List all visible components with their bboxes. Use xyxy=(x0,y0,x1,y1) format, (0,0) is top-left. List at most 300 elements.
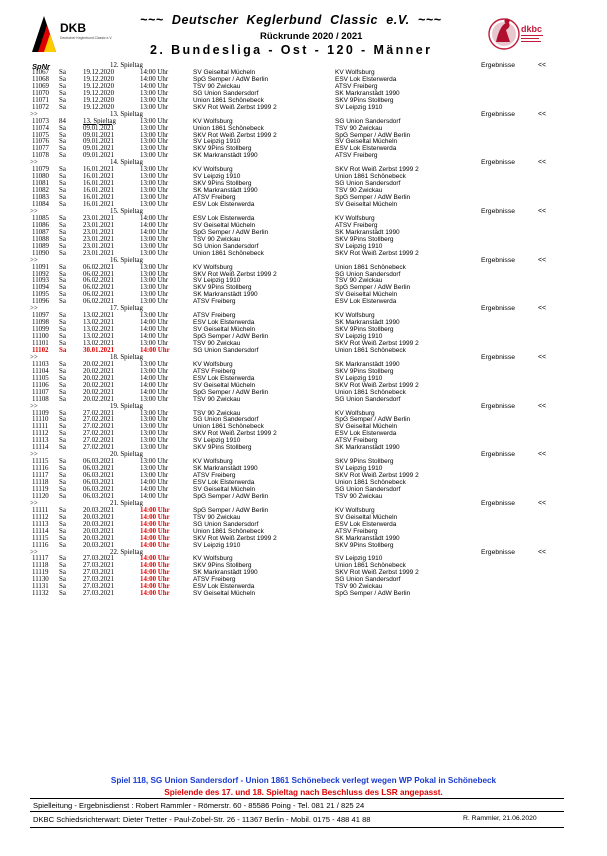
away-team: ATSV Freiberg xyxy=(335,221,378,229)
away-team: SpG Semper / AdW Berlin xyxy=(335,416,411,424)
game-time: 13:00 Uhr xyxy=(140,395,169,403)
home-team: SK Markranstädt 1990 xyxy=(193,569,258,577)
game-time: 13:00 Uhr xyxy=(140,166,169,174)
game-day: Sa xyxy=(59,534,66,542)
game-time: 13:00 Uhr xyxy=(140,437,169,445)
table-row xyxy=(30,479,590,486)
home-team: SpG Semper / AdW Berlin xyxy=(193,228,269,236)
game-date: 06.02.2021 xyxy=(83,277,115,285)
away-team: SKV Rot Weiß Zerbst 1999 2 xyxy=(335,569,419,577)
game-time: 13:00 Uhr xyxy=(140,201,169,208)
game-time: 14:00 Uhr xyxy=(140,569,170,577)
game-number: 11102 xyxy=(32,346,49,354)
game-number: 11075 xyxy=(32,131,49,139)
table-row xyxy=(30,298,590,305)
round-header xyxy=(30,549,590,556)
table-row xyxy=(30,333,590,340)
table-row xyxy=(30,521,590,528)
game-time: 14:00 Uhr xyxy=(140,381,169,389)
away-team: SK Markranstädt 1990 xyxy=(335,228,400,236)
table-row xyxy=(30,201,590,208)
table-row xyxy=(30,187,590,194)
home-team: TSV 90 Zwickau xyxy=(193,82,241,90)
game-number: 11090 xyxy=(32,249,49,257)
table-row xyxy=(30,458,590,465)
game-number: 11118 xyxy=(32,479,49,486)
round-header xyxy=(30,111,590,118)
game-time: 13:00 Uhr xyxy=(140,145,169,153)
game-day: Sa xyxy=(59,166,66,174)
game-day: Sa xyxy=(59,367,66,375)
away-team: TSV 90 Zwickau xyxy=(335,187,383,195)
game-day: Sa xyxy=(59,82,66,90)
game-number: 11117 xyxy=(32,472,49,480)
table-row xyxy=(30,361,590,368)
game-day: Sa xyxy=(59,173,66,181)
home-team: ATSV Freiberg xyxy=(193,312,236,320)
game-day: Sa xyxy=(59,590,66,598)
game-number: 11076 xyxy=(32,138,49,146)
home-team: SV Geiseltal Mücheln xyxy=(193,381,256,389)
game-time: 13:00 Uhr xyxy=(140,409,169,417)
round-label: 21. Spieltag xyxy=(110,499,143,507)
game-date: 09.01.2021 xyxy=(83,145,115,153)
game-day: Sa xyxy=(59,180,66,188)
table-row xyxy=(30,312,590,319)
home-team: KV Wolfsburg xyxy=(193,263,233,271)
table-row xyxy=(30,319,590,326)
divider-line xyxy=(30,827,564,828)
game-date: 27.02.2021 xyxy=(83,409,115,417)
game-number: 11080 xyxy=(32,173,49,181)
back-link[interactable]: << xyxy=(538,353,547,361)
home-team: KV Wolfsburg xyxy=(193,555,233,563)
away-team: SV Leipzig 1910 xyxy=(335,242,383,250)
home-team: SpG Semper / AdW Berlin xyxy=(193,492,269,500)
round-header xyxy=(30,451,590,458)
home-team: ATSV Freiberg xyxy=(193,576,236,584)
away-team: SK Markranstädt 1990 xyxy=(335,444,400,452)
back-link[interactable]: << xyxy=(538,451,547,459)
game-number: 11093 xyxy=(32,277,49,285)
round-label: 17. Spieltag xyxy=(110,305,143,313)
game-number: 11101 xyxy=(32,340,49,347)
game-time: 14:00 Uhr xyxy=(140,333,169,341)
table-row xyxy=(30,145,590,152)
game-time: 14:00 Uhr xyxy=(140,326,169,334)
game-date: 06.03.2021 xyxy=(83,465,115,473)
home-team: SKV Rot Weiß Zerbst 1999 2 xyxy=(193,270,277,278)
game-day: Sa xyxy=(59,381,66,389)
home-team: SV Geiseltal Mücheln xyxy=(193,326,256,334)
game-number: 11110 xyxy=(32,416,49,424)
game-number: 11111 xyxy=(32,423,49,431)
game-date: 27.03.2021 xyxy=(83,576,115,584)
table-row xyxy=(30,132,590,139)
game-number: 11131 xyxy=(32,583,49,591)
game-time: 13:00 Uhr xyxy=(140,242,169,250)
game-time: 13:00 Uhr xyxy=(140,298,169,306)
table-row xyxy=(30,264,590,271)
away-team: KV Wolfsburg xyxy=(335,506,375,514)
table-row xyxy=(30,152,590,159)
game-day: Sa xyxy=(59,235,66,243)
game-date: 13.02.2021 xyxy=(83,319,115,327)
home-team: SKV Rot Weiß Zerbst 1999 2 xyxy=(193,131,277,139)
away-team: SV Geiseltal Mücheln xyxy=(335,513,398,521)
away-team: SV Geiseltal Mücheln xyxy=(335,423,398,431)
game-time: 13:00 Uhr xyxy=(140,458,169,466)
back-link[interactable]: << xyxy=(538,499,547,507)
away-team: SG Union Sandersdorf xyxy=(335,485,401,493)
game-number: 11071 xyxy=(32,96,49,104)
game-time: 14:00 Uhr xyxy=(140,590,170,598)
game-time: 14:00 Uhr xyxy=(140,75,169,83)
table-row xyxy=(30,535,590,542)
round-jump-link[interactable]: >> xyxy=(30,402,38,410)
table-row xyxy=(30,389,590,396)
away-team: SG Union Sandersdorf xyxy=(335,180,401,188)
back-link[interactable]: << xyxy=(538,305,547,313)
game-day: Sa xyxy=(59,319,66,327)
game-time: 13:00 Uhr xyxy=(140,180,169,188)
results-link[interactable]: Ergebnisse xyxy=(481,256,516,264)
game-number: 11119 xyxy=(32,485,49,493)
round-jump-link[interactable]: >> xyxy=(30,548,38,556)
home-team: SKV Rot Weiß Zerbst 1999 2 xyxy=(193,103,277,111)
home-team: ATSV Freiberg xyxy=(193,194,236,202)
table-row xyxy=(30,229,590,236)
game-day: Sa xyxy=(59,465,66,473)
game-day: Sa xyxy=(59,409,66,417)
round-jump-link[interactable]: >> xyxy=(30,499,38,507)
game-date: 19.12.2020 xyxy=(83,103,115,111)
away-team: ATSV Freiberg xyxy=(335,527,378,535)
game-number: 11095 xyxy=(32,291,49,299)
table-row xyxy=(30,583,590,590)
game-date: 13.02.2021 xyxy=(83,340,115,347)
game-day: Sa xyxy=(59,527,66,535)
round-jump-link[interactable]: >> xyxy=(30,159,38,167)
game-day: Sa xyxy=(59,423,66,431)
table-row xyxy=(30,194,590,201)
game-day: Sa xyxy=(59,430,66,438)
round-jump-link[interactable]: >> xyxy=(30,353,38,361)
away-team: Union 1861 Schönebeck xyxy=(335,562,406,570)
game-date: 20.03.2021 xyxy=(83,506,115,514)
results-link[interactable]: Ergebnisse xyxy=(481,451,516,459)
round-jump-link[interactable]: >> xyxy=(30,110,38,118)
game-date: 19.12.2020 xyxy=(83,68,115,76)
round-jump-link[interactable]: >> xyxy=(30,256,38,264)
game-number: 11112 xyxy=(32,513,49,521)
game-date: 13.02.2021 xyxy=(83,312,115,320)
table-row xyxy=(30,555,590,562)
home-team: SKV Rot Weiß Zerbst 1999 2 xyxy=(193,534,277,542)
round-jump-link[interactable]: >> xyxy=(30,451,38,459)
round-jump-link[interactable]: >> xyxy=(30,305,38,313)
table-row xyxy=(30,340,590,347)
game-number: 11069 xyxy=(32,82,49,90)
home-team: SG Union Sandersdorf xyxy=(193,89,259,97)
game-number: 11114 xyxy=(32,527,49,535)
table-row xyxy=(30,472,590,479)
results-link[interactable]: Ergebnisse xyxy=(481,159,516,167)
home-team: SV Leipzig 1910 xyxy=(193,138,241,146)
game-time: 14:00 Uhr xyxy=(140,506,170,514)
game-number: 11097 xyxy=(32,312,49,320)
home-team: TSV 90 Zwickau xyxy=(193,409,241,417)
round-jump-link[interactable]: >> xyxy=(30,207,38,215)
game-number: 11109 xyxy=(32,409,49,417)
away-team: SpG Semper / AdW Berlin xyxy=(335,131,411,139)
game-date: 19.12.2020 xyxy=(83,75,115,83)
game-number: 11067 xyxy=(32,68,49,76)
game-date: 19.12.2020 xyxy=(83,96,115,104)
game-time: 13:00 Uhr xyxy=(140,138,169,146)
away-team: SV Leipzig 1910 xyxy=(335,333,383,341)
game-time: 13:00 Uhr xyxy=(140,152,169,160)
game-time: 14:00 Uhr xyxy=(140,534,170,542)
round-header xyxy=(30,62,590,69)
game-number: 11084 xyxy=(32,201,49,208)
away-team: Union 1861 Schönebeck xyxy=(335,263,406,271)
round-header xyxy=(30,208,590,215)
away-team: SKV 9Pins Stollberg xyxy=(335,458,394,466)
game-time: 14:00 Uhr xyxy=(140,319,169,327)
game-number: 11087 xyxy=(32,228,49,236)
away-team: SK Markranstädt 1990 xyxy=(335,360,400,368)
table-row xyxy=(30,284,590,291)
game-day: Sa xyxy=(59,312,66,320)
results-link[interactable]: Ergebnisse xyxy=(481,110,516,118)
game-number: 11120 xyxy=(32,492,49,500)
game-day: Sa xyxy=(59,187,66,195)
game-number: 11072 xyxy=(32,103,49,111)
game-day: Sa xyxy=(59,326,66,334)
game-number: 11078 xyxy=(32,152,49,160)
home-team: ESV Lok Elsterwerda xyxy=(193,201,255,208)
round-label: 16. Spieltag xyxy=(110,256,143,264)
game-number: 11099 xyxy=(32,326,49,334)
game-date: 27.02.2021 xyxy=(83,437,115,445)
game-day: Sa xyxy=(59,569,66,577)
away-team: SK Markranstädt 1990 xyxy=(335,534,400,542)
away-team: TSV 90 Zwickau xyxy=(335,277,383,285)
game-time: 13:00 Uhr xyxy=(140,423,169,431)
home-team: SKV 9Pins Stollberg xyxy=(193,180,252,188)
back-link[interactable]: << xyxy=(538,207,547,215)
game-date: 20.02.2021 xyxy=(83,374,115,382)
home-team: ATSV Freiberg xyxy=(193,472,236,480)
table-row xyxy=(30,104,590,111)
game-time: 14:00 Uhr xyxy=(140,221,169,229)
away-team: SG Union Sandersdorf xyxy=(335,117,401,125)
game-day: Sa xyxy=(59,437,66,445)
home-team: ESV Lok Elsterwerda xyxy=(193,319,255,327)
away-team: ESV Lok Elsterwerda xyxy=(335,430,397,438)
game-date: 20.03.2021 xyxy=(83,534,115,542)
home-team: KV Wolfsburg xyxy=(193,166,233,174)
game-time: 14:00 Uhr xyxy=(140,214,169,222)
game-date: 23.01.2021 xyxy=(83,221,115,229)
round-header xyxy=(30,354,590,361)
game-number: 11108 xyxy=(32,395,49,403)
game-time: 14:00 Uhr xyxy=(140,228,169,236)
home-team: SpG Semper / AdW Berlin xyxy=(193,388,269,396)
game-time: 13:00 Uhr xyxy=(140,103,169,111)
results-link[interactable]: Ergebnisse xyxy=(481,62,516,69)
home-team: TSV 90 Zwickau xyxy=(193,395,241,403)
back-link[interactable]: << xyxy=(538,62,547,69)
game-day: Sa xyxy=(59,541,66,549)
game-date: 09.01.2021 xyxy=(83,124,115,132)
results-link[interactable]: Ergebnisse xyxy=(481,305,516,313)
home-team: TSV 90 Zwickau xyxy=(193,513,241,521)
away-team: SKV 9Pins Stollberg xyxy=(335,326,394,334)
home-team: SG Union Sandersdorf xyxy=(193,520,259,528)
divider-line xyxy=(30,811,564,812)
game-number: 11119 xyxy=(32,569,49,577)
away-team: TSV 90 Zwickau xyxy=(335,583,383,591)
table-row xyxy=(30,243,590,250)
game-date: 19.12.2020 xyxy=(83,82,115,90)
footer-signature: R. Rammler, 21.06.2020 xyxy=(463,815,537,822)
home-team: SpG Semper / AdW Berlin xyxy=(193,75,269,83)
home-team: SKV 9Pins Stollberg xyxy=(193,562,252,570)
home-team: SK Markranstädt 1990 xyxy=(193,465,258,473)
away-team: SKV 9Pins Stollberg xyxy=(335,367,394,375)
table-row xyxy=(30,222,590,229)
round-label: 18. Spieltag xyxy=(110,353,143,361)
game-date: 23.01.2021 xyxy=(83,249,115,257)
game-date: 20.03.2021 xyxy=(83,541,115,549)
game-date: 06.03.2021 xyxy=(83,479,115,486)
game-number: 11111 xyxy=(32,506,49,514)
results-link[interactable]: Ergebnisse xyxy=(481,402,516,410)
away-team: ATSV Freiberg xyxy=(335,437,378,445)
home-team: Union 1861 Schönebeck xyxy=(193,96,264,104)
game-date: 23.01.2021 xyxy=(83,228,115,236)
game-day: Sa xyxy=(59,89,66,97)
round-label: 15. Spieltag xyxy=(110,207,143,215)
table-row xyxy=(30,430,590,437)
game-time: 14:00 Uhr xyxy=(140,513,170,521)
game-number: 11105 xyxy=(32,374,49,382)
table-row xyxy=(30,97,590,104)
game-day: Sa xyxy=(59,131,66,139)
game-date: 09.01.2021 xyxy=(83,138,115,146)
round-header xyxy=(30,403,590,410)
away-team: KV Wolfsburg xyxy=(335,409,375,417)
game-date: 19.12.2020 xyxy=(83,89,115,97)
table-row xyxy=(30,347,590,354)
away-team: ESV Lok Elsterwerda xyxy=(335,145,397,153)
game-number: 11103 xyxy=(32,360,49,368)
game-day: Sa xyxy=(59,298,66,306)
game-day: Sa xyxy=(59,340,66,347)
round-header xyxy=(30,257,590,264)
game-date: 16.01.2021 xyxy=(83,194,115,202)
game-date: 20.02.2021 xyxy=(83,388,115,396)
table-row xyxy=(30,118,590,125)
game-number: 11116 xyxy=(32,465,49,473)
table-row xyxy=(30,562,590,569)
document-subtitle: Rückrunde 2020 / 2021 xyxy=(260,31,363,42)
game-date: 06.02.2021 xyxy=(83,291,115,299)
back-link[interactable]: << xyxy=(538,548,547,556)
game-day: Sa xyxy=(59,333,66,341)
table-row xyxy=(30,125,590,132)
table-row xyxy=(30,236,590,243)
away-team: SKV Rot Weiß Zerbst 1999 2 xyxy=(335,340,419,347)
game-time: 13:00 Uhr xyxy=(140,340,169,347)
results-link[interactable]: Ergebnisse xyxy=(481,499,516,507)
back-link[interactable]: << xyxy=(538,110,547,118)
home-team: SpG Semper / AdW Berlin xyxy=(193,333,269,341)
game-date: 20.02.2021 xyxy=(83,381,115,389)
game-time: 13:00 Uhr xyxy=(140,416,169,424)
results-link[interactable]: Ergebnisse xyxy=(481,548,516,556)
home-team: SG Union Sandersdorf xyxy=(193,346,259,354)
game-date: 06.02.2021 xyxy=(83,263,115,271)
game-day: Sa xyxy=(59,138,66,146)
league-title: 2. Bundesliga - Ost - 120 - Männer xyxy=(150,43,433,57)
home-team: SV Leipzig 1910 xyxy=(193,437,241,445)
game-time: 14:00 Uhr xyxy=(140,492,169,500)
game-number: 11104 xyxy=(32,367,49,375)
game-time: 14:00 Uhr xyxy=(140,68,169,76)
dkbc-logo xyxy=(486,12,552,56)
game-day: Sa xyxy=(59,374,66,382)
round-header xyxy=(30,500,590,507)
game-number: 11115 xyxy=(32,458,49,466)
home-team: TSV 90 Zwickau xyxy=(193,235,241,243)
game-day: Sa xyxy=(59,228,66,236)
away-team: SKV Rot Weiß Zerbst 1999 2 xyxy=(335,249,419,257)
back-link[interactable]: << xyxy=(538,159,547,167)
footer-contact-2: DKBC Schiedsrichterwart: Dieter Tretter - Paul-Zobel-Str. 26 - 11367 Berlin - Mobil. 0175 - 488 41 88 xyxy=(33,815,371,824)
note-adjustment: Spielende des 17. und 18. Spieltag nach Beschluss des LSR angepasst. xyxy=(164,788,443,797)
back-link[interactable]: << xyxy=(538,402,547,410)
back-link[interactable]: << xyxy=(538,256,547,264)
home-team: SKV 9Pins Stollberg xyxy=(193,284,252,292)
away-team: SKV Rot Weiß Zerbst 1999 2 xyxy=(335,166,419,174)
game-day: 84 xyxy=(59,117,66,125)
game-number: 11079 xyxy=(32,166,49,174)
table-row xyxy=(30,291,590,298)
game-date: 06.02.2021 xyxy=(83,284,115,292)
game-time: 14:00 Uhr xyxy=(140,562,170,570)
table-row xyxy=(30,180,590,187)
round-label: 14. Spieltag xyxy=(110,159,143,167)
game-time: 13:00 Uhr xyxy=(140,96,169,104)
game-number: 11118 xyxy=(32,562,49,570)
game-date: 20.02.2021 xyxy=(83,395,115,403)
game-day: Sa xyxy=(59,562,66,570)
results-link[interactable]: Ergebnisse xyxy=(481,353,516,361)
game-time: 13:00 Uhr xyxy=(140,131,169,139)
away-team: ESV Lok Elsterwerda xyxy=(335,298,397,306)
home-team: Union 1861 Schönebeck xyxy=(193,124,264,132)
game-number: 11073 xyxy=(32,117,49,125)
home-team: SK Markranstädt 1990 xyxy=(193,152,258,160)
results-link[interactable]: Ergebnisse xyxy=(481,207,516,215)
game-time: 14:00 Uhr xyxy=(140,346,170,354)
game-day: Sa xyxy=(59,263,66,271)
game-number: 11074 xyxy=(32,124,49,132)
game-date: 20.03.2021 xyxy=(83,520,115,528)
